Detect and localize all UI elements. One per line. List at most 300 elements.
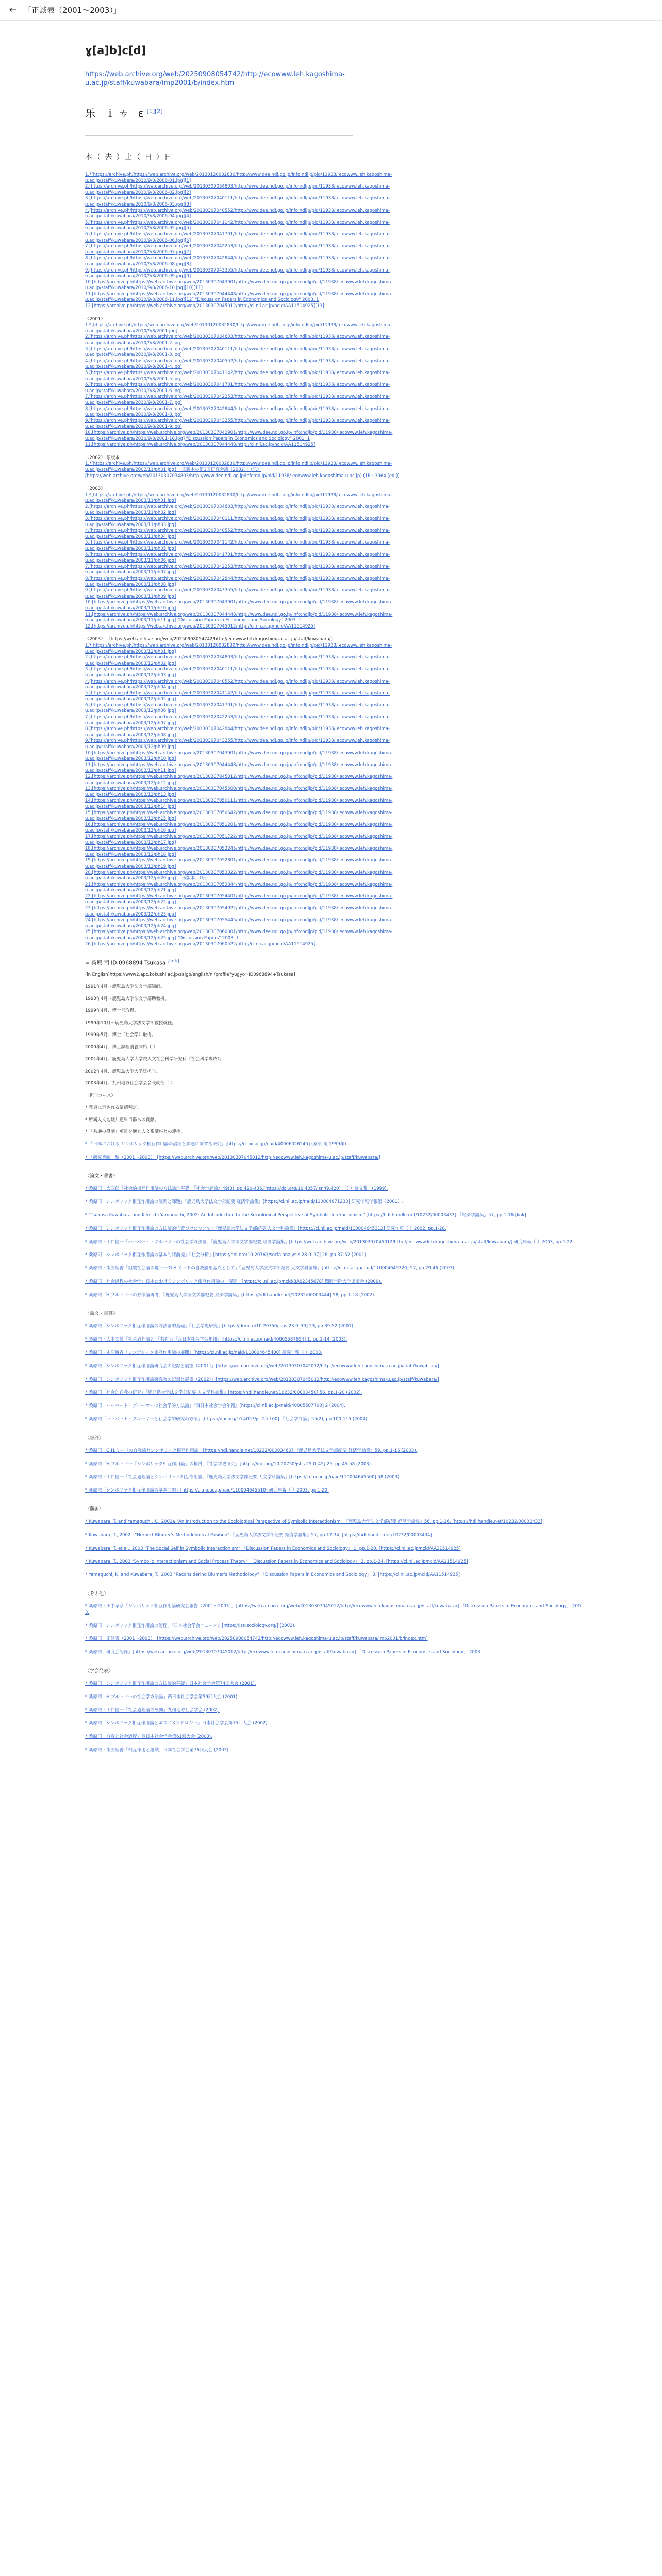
entry-link[interactable]: 12.[https://archive.ph/https://web.archive.org/web/20130307045012/http://ci.nii.ac.jp/ncid/AA11514925] bbox=[85, 623, 316, 629]
entry-line bbox=[85, 504, 585, 511]
reference-link[interactable]: * 桑原司・木原綾香「相互作用と組織」日本社会学会第76回大会 (2003). bbox=[85, 1748, 230, 1753]
reference-link[interactable]: * 桑原司「シンボリック相互作用論の基本問題」[https://ci.nii.ac.jp/naid/110004645510] 研究年報（ ）2003, pp.1-20. bbox=[85, 1488, 329, 1494]
source-link[interactable] bbox=[85, 70, 374, 88]
entry-line bbox=[85, 751, 585, 757]
entry-link[interactable]: u.ac.jp/staff/kuwabara/2003/11/ph04.jpg] bbox=[85, 534, 176, 539]
entry-line bbox=[85, 292, 585, 298]
entry-link[interactable]: u.ac.jp/staff/kuwabara/2003/12/ph05.jpg] bbox=[85, 697, 176, 702]
entry-link[interactable]: u.ac.jp/staff/kuwabara/2003/12/ph04.jpg] bbox=[85, 685, 176, 690]
entry-link[interactable]: u.ac.jp/staff/kuwabara/2003/12/ph23.jpg] bbox=[85, 911, 176, 917]
entry-line bbox=[85, 840, 585, 846]
plain-line: 1993年4月〜鹿児島大学法文学部助教授。 bbox=[85, 996, 170, 1002]
ref-group-heading: 〈論文・書評〉 bbox=[85, 1311, 118, 1317]
entry-link[interactable]: u.ac.jp/staff/kuwabara/2010/9/8/2006-05.jpg][5] bbox=[85, 226, 191, 231]
entry-link[interactable]: 4.[https://archive.ph/https://web.archive.org/web/20130307040552/http://www.dee.ndl.go.jp/info:ndljp/pid/11938/ ecowww.leh.kagoshima- bbox=[85, 358, 390, 364]
entry-link[interactable]: 4.[https://archive.ph/https://web.archive.org/web/20130307040552/http://www.dee.ndl.go.jp/info:ndljp/pid/11938/ ecowww.leh.kagoshima- bbox=[85, 528, 390, 534]
entry-line bbox=[85, 196, 585, 202]
entry-link[interactable]: u.ac.jp/staff/kuwabara/2003/12/ph21.jpg] bbox=[85, 888, 176, 893]
entry-line bbox=[85, 618, 585, 624]
entry-line bbox=[85, 588, 585, 594]
entry-link[interactable]: u.ac.jp/staff/kuwabara/2003/12/ph10.jpg] bbox=[85, 756, 176, 762]
reference-link[interactable]: * 桑原司「研究会記録」[https://web.archive.org/web/20130307045012/http://ecowww.leh.kagoshima-u.ac.jp/staff/kuwabara/] 「Discussion Papers in Economics and Sociology」 2003. bbox=[85, 1650, 482, 1655]
plain-line: * 「共通の役割」項目を通じ人文系講座との連携。 bbox=[85, 1129, 185, 1135]
entry-link[interactable]: u.ac.jp/staff/kuwabara/2010/9/8/2001-5.jpg] bbox=[85, 376, 182, 382]
reference-link[interactable]: * 桑原司・山口健一「社会過程論とシンボリック相互作用論」『鹿児島大学法文学部紀要 人文学科論集』[https://ci.nii.ac.jp/naid/110004645500] 58 (2003). bbox=[85, 1475, 401, 1480]
entry-line bbox=[85, 297, 585, 303]
entry-link[interactable]: u.ac.jp/staff/kuwabara/2003/12/ph01.jpg] bbox=[85, 649, 176, 654]
entry-block bbox=[85, 172, 585, 310]
reference-item bbox=[85, 1155, 585, 1161]
reference-link[interactable]: * 桑原司・大中文博「社会過程論と 「共有」」『西日本社会学会年報』[https://ci.nii.ac.jp/naid/40005587654] 1, pp.1-14 (2003). bbox=[85, 1337, 347, 1343]
entry-link[interactable]: u.ac.jp/staff/kuwabara/2003/12/ph20.jpg] 「乐版本」（乐） bbox=[85, 876, 210, 882]
entry-link[interactable]: 5.[https://archive.ph/https://web.archive.org/web/20130307041142/http://www.dee.ndl.go.jp/info:ndljp/pid/11938/ ecowww.leh.kagoshima- bbox=[85, 540, 390, 546]
entry-line bbox=[85, 733, 585, 739]
reference-item bbox=[85, 1623, 585, 1630]
entry-link[interactable]: 3.[https://archive.ph/https://web.archive.org/web/20130307040111/http://www.dee.ndl.go.jp/info:ndljp/pid/11938/ ecowww.leh.kagoshima- bbox=[85, 516, 390, 522]
plain-line: * 所属人文地域共通科目群への貢献。 bbox=[85, 1117, 159, 1123]
entry-line bbox=[85, 715, 585, 721]
reference-item bbox=[85, 1519, 585, 1526]
entry-link[interactable]: 8.[https://archive.ph/https://web.archive.org/web/20130307042844/http://www.dee.ndl.go.jp/info:ndljp/pid/11938/ ecowww.leh.kagoshima- bbox=[85, 576, 390, 581]
entry-link[interactable]: u.ac.jp/staff/kuwabara/2003/12/ph03.jpg] bbox=[85, 672, 176, 678]
reference-item bbox=[85, 1390, 585, 1396]
entry-line bbox=[85, 661, 585, 667]
block-title: 〈2001〉 bbox=[85, 316, 105, 322]
entry-link[interactable]: u.ac.jp/staff/kuwabara/2010/9/8/2006-11.jpg][12] "Discussion Papers in Economics and Sociology" 2003. 1 bbox=[85, 297, 319, 303]
entry-link[interactable]: 22.[https://archive.ph/https://web.archive.org/web/20130307054401/http://www.dee.ndl.go.jp/info:ndljp/pid/11938/ ecowww.leh.kagoshima- bbox=[85, 893, 393, 899]
entry-line bbox=[85, 643, 585, 649]
entry-link[interactable]: u.ac.jp/staff/kuwabara/2010/9/8/2006-06.jpg][6] bbox=[85, 238, 191, 243]
entry-link[interactable]: 8.[https://archive.ph/https://web.archive.org/web/20130307042844/http://www.dee.ndl.go.jp/info:ndljp/pid/11938/ ecowww.leh.kagoshima- bbox=[85, 726, 390, 732]
entry-link[interactable]: u.ac.jp/staff/kuwabara/2003/12/ph06.jpg] bbox=[85, 708, 176, 714]
block-title: 〈2002〉 乐版本 bbox=[85, 455, 120, 461]
reference-item bbox=[85, 1462, 585, 1468]
entry-link[interactable]: u.ac.jp/staff/kuwabara/2003/12/ph13.jpg] bbox=[85, 792, 176, 798]
entry-link[interactable]: 5.[https://archive.ph/https://web.archive.org/web/20130307041142/http://www.dee.ndl.go.jp/info:ndljp/pid/11938/ ecowww.leh.kagoshima- bbox=[85, 370, 390, 376]
reference-item bbox=[85, 1403, 585, 1410]
reference-link[interactable]: * 「日本における シンボリック相互作用論の展開と課題に関する研究」[https://ci.nii.ac.jp/naid/40006026245] (桑原 司,1999年) bbox=[85, 1141, 346, 1147]
entry-link[interactable]: u.ac.jp/staff/kuwabara/2010/9/8/2001-3.jpg] bbox=[85, 352, 182, 358]
entry-line bbox=[85, 822, 585, 828]
entry-link[interactable]: 11.[https://archive.ph/https://web.archive.org/web/20130307044448/http://www.dee.ndl.go.jp/info:ndljp/pid/11938/ ecowww.leh.kagoshima- bbox=[85, 612, 393, 617]
entry-link[interactable]: 11.[https://archive.ph/https://web.archive.org/web/20130307044448/http://www.dee.ndl.go.jp/info:ndljp/pid/11938/ ecowww.leh.kagoshima- bbox=[85, 291, 393, 297]
entry-line bbox=[85, 816, 585, 822]
entry-line bbox=[85, 510, 585, 516]
entry-line bbox=[85, 359, 585, 365]
ref-group-heading: 〈翻訳〉 bbox=[85, 1507, 104, 1513]
entry-link[interactable]: u.ac.jp/staff/kuwabara/2010/9/8/2006-04.jpg][4] bbox=[85, 214, 191, 219]
entry-line bbox=[85, 828, 585, 834]
reference-item bbox=[85, 1475, 585, 1481]
plain-line: 1991年4月〜鹿児島大学法文学部講師。 bbox=[85, 984, 165, 990]
entry-line bbox=[85, 430, 585, 436]
entry-link[interactable]: 15.[https://archive.ph/https://web.archive.org/web/20130307050642/http://www.dee.ndl.go.jp/info:ndljp/pid/11938/ ecowww.leh.kagoshima- bbox=[85, 810, 393, 816]
entry-line bbox=[85, 738, 585, 744]
entry-line bbox=[85, 804, 585, 810]
entry-link[interactable]: u.ac.jp/staff/kuwabara/2003/11/ph02.jpg] bbox=[85, 510, 176, 516]
entry-line bbox=[85, 762, 585, 769]
entry-link[interactable]: u.ac.jp/staff/kuwabara/2003/12/ph11.jpg] bbox=[85, 768, 176, 774]
entry-link[interactable]: 2.[https://archive.ph/https://web.archive.org/web/20130307034803/http://www.dee.ndl.go.jp/info:ndljp/pid/11938/ ecowww.leh.kagoshima- bbox=[85, 334, 390, 340]
entry-link[interactable]: u.ac.jp/staff/kuwabara/2003/12/ph19.jpg] bbox=[85, 863, 176, 869]
top-bar bbox=[0, 0, 662, 21]
reference-link[interactable]: * 桑原司「社会的自我の研究」『鹿児島大学法文学部紀要 人文学科論集』[https://hdl.handle.net/10232/00003450] 56, pp.1-20 (2002). bbox=[85, 1390, 362, 1396]
entry-line bbox=[85, 208, 585, 214]
entry-link[interactable]: u.ac.jp/staff/kuwabara/2003/11/ph07.jpg] bbox=[85, 570, 176, 575]
entry-line bbox=[85, 256, 585, 262]
reference-link[interactable]: * 桑原司「正談表（2001〜2003）」[https://web.archive.org/web/20250908054742/http://ecowww.leh.kagoshima-u.ac.jp/staff/kuwabara/imp2001/b/index.htm] bbox=[85, 1636, 428, 1642]
plain-line: 2003年4月、九州地方社会学会会長就任（ ） bbox=[85, 1081, 175, 1087]
plain-line: 1999年4月、博士号取得。 bbox=[85, 1008, 139, 1014]
reference-item bbox=[85, 1546, 585, 1552]
entry-line bbox=[85, 918, 585, 924]
entry-link[interactable]: 8.[https://archive.ph/https://web.archive.org/web/20130307042844/http://www.dee.ndl.go.jp/info:ndljp/pid/11938/ ecowww.leh.kagoshima- bbox=[85, 406, 390, 412]
entry-link[interactable]: u.ac.jp/staff/kuwabara/2003/11/ph06.jpg] bbox=[85, 558, 176, 564]
entry-line bbox=[85, 564, 585, 570]
entry-link[interactable]: u.ac.jp/staff/kuwabara/2010/9/8/2001-6.jpg] bbox=[85, 388, 182, 394]
entry-link[interactable]: u.ac.jp/staff/kuwabara/2003/11/ph08.jpg] bbox=[85, 582, 176, 587]
entry-link[interactable]: u.ac.jp/staff/kuwabara/2003/11/ph01.jpg] bbox=[85, 498, 176, 504]
entry-line bbox=[85, 649, 585, 655]
entry-line bbox=[85, 268, 585, 274]
entry-link[interactable]: 10.[https://archive.ph/https://web.archive.org/web/20130307043901/http://www.dee.ndl.go.jp/info:ndljp/pid/11938/ ecowww.leh.kagoshima- bbox=[85, 750, 393, 756]
entry-link[interactable]: u.ac.jp/staff/kuwabara/2003/12/ph07.jpg] bbox=[85, 720, 176, 726]
entry-link[interactable]: u.ac.jp/staff/kuwabara/2010/9/8/2006-01.jpg][1] bbox=[85, 178, 191, 183]
entry-link[interactable]: 8.[https://archive.ph/https://web.archive.org/web/20130307042844/http://www.dee.ndl.go.jp/info:ndljp/pid/11938/ ecowww.leh.kagoshima- bbox=[85, 256, 390, 261]
entry-link[interactable]: u.ac.jp/staff/kuwabara/2010/9/8/2006-10.jpg][10][11] bbox=[85, 285, 203, 291]
entry-link[interactable]: 6.[https://archive.ph/https://web.archive.org/web/20130307041701/http://www.dee.ndl.go.jp/info:ndljp/pid/11938/ ecowww.leh.kagoshima- bbox=[85, 382, 390, 388]
entry-link[interactable]: u.ac.jp/staff/kuwabara/2010/9/8/2006-02.jpg][2] bbox=[85, 190, 191, 195]
entry-link[interactable]: 3.[https://archive.ph/https://web.archive.org/web/20130307040111/http://www.dee.ndl.go.jp/info:ndljp/pid/11938/ ecowww.leh.kagoshima- bbox=[85, 667, 390, 672]
entry-link[interactable]: 10.[https://archive.ph/https://web.archive.org/web/20130307043901/http://www.dee.ndl.go.jp/info:ndljp/pid/11938/ ecowww.leh.kagoshima- bbox=[85, 279, 393, 285]
reference-item bbox=[85, 1650, 585, 1656]
entry-line bbox=[85, 882, 585, 888]
reference-item bbox=[85, 1293, 585, 1299]
entry-line bbox=[85, 244, 585, 250]
entry-line bbox=[85, 280, 585, 286]
ref-group-heading: 〈論文・著書〉 bbox=[85, 1174, 118, 1179]
reference-item bbox=[85, 1240, 585, 1246]
reference-link[interactable]: * 桑原司・田中孝彦「シンボリック相互作用論研究会報告（2001〜2003）」[https://web.archive.org/web/20130307045012/http://ecowww.leh.kagoshima-u.ac.jp/staff/kuwabara/] 「Discussion Papers in Economics and Sociology」 2003. bbox=[85, 1604, 581, 1615]
entry-link[interactable]: u.ac.jp/staff/kuwabara/2003/11/ph05.jpg] bbox=[85, 546, 176, 552]
entry-line bbox=[85, 377, 585, 383]
entry-line bbox=[85, 582, 585, 588]
entry-link[interactable]: 2.[https://archive.ph/https://web.archive.org/web/20130307034803/http://www.dee.ndl.go.jp/info:ndljp/pid/11938/ ecowww.leh.kagoshima- bbox=[85, 184, 390, 190]
author-note-text: = 桑原 司 ID:0968894 Tsukasa bbox=[85, 960, 166, 967]
entry-line bbox=[85, 594, 585, 600]
reference-link[interactable]: * 桑原司「シンボリック相互作用論の方法論的基礎」日本社会学会第74回大会 (2001). bbox=[85, 1681, 256, 1687]
reference-item bbox=[85, 1266, 585, 1272]
reference-link[interactable]: * 桑原司「シンボリック相互作用論の基本的諸前提」『社会分析』[https://doi.org/10.20763/socialanalysis.28.0_37] 28, pp.37-52 (2001). bbox=[85, 1252, 368, 1258]
entry-line bbox=[85, 347, 585, 353]
entry-link[interactable]: u.ac.jp/staff/kuwabara/2003/12/ph25.jpg] "Discussion Papers" 2003. 1 bbox=[85, 936, 239, 941]
entry-line bbox=[85, 834, 585, 840]
entry-line bbox=[85, 894, 585, 900]
entry-line bbox=[85, 942, 585, 948]
entry-link[interactable]: 17.[https://archive.ph/https://web.archive.org/web/20130307051722/http://www.dee.ndl.go.jp/info:ndljp/pid/11938/ ecowww.leh.kagoshima- bbox=[85, 834, 393, 839]
reference-item bbox=[85, 1279, 585, 1285]
plain-line: * 教員に示される業績判定。 bbox=[85, 1105, 141, 1111]
reference-link[interactable]: * 桑原司「ハーバート・ブルーマーの社会学的方法論」『西日本社会学会年報』[https://ci.nii.ac.jp/naid/40005587700] 2 (2004). bbox=[85, 1403, 345, 1409]
entry-link[interactable]: u.ac.jp/staff/kuwabara/2003/12/ph08.jpg] bbox=[85, 732, 176, 738]
entry-link[interactable]: u.ac.jp/staff/kuwabara/2010/9/8/2006-09.jpg][9] bbox=[85, 274, 191, 279]
ref-group-heading: 〈その他〉 bbox=[85, 1591, 109, 1597]
reference-item bbox=[85, 1636, 585, 1642]
reference-item bbox=[85, 1721, 585, 1727]
reference-link[interactable]: * 桑原司「シンボリック相互作用論研究会の記録と展望（2002）」[https://web.archive.org/web/20130307045012/http://ecowww.leh.kagoshima-u.ac.jp/staff/kuwabara/] bbox=[85, 1377, 439, 1382]
entry-link[interactable]: 2.[https://archive.ph/https://web.archive.org/web/20130307034803/http://www.dee.ndl.go.jp/info:ndljp/pid/11938/ ecowww.leh.kagoshima- bbox=[85, 504, 390, 510]
entry-link[interactable]: 1.*[https://archive.ph/https://web.archive.org/web/20130120032830/http://www.dee.ndl.go.jp/info:ndljp/pid/11938/ ecowww.leh.kagoshima- bbox=[85, 461, 392, 467]
entry-link[interactable]: 13.[https://archive.ph/https://web.archive.org/web/20130307045600/http://www.dee.ndl.go.jp/info:ndljp/pid/11938/ ecowww.leh.kagoshima- bbox=[85, 786, 393, 792]
entry-line bbox=[85, 685, 585, 691]
entry-link[interactable]: u.ac.jp/staff/kuwabara/2003/12/ph22.jpg] bbox=[85, 900, 176, 905]
main-heading-text: ɣ[a]b]c[d] bbox=[85, 44, 146, 57]
reference-item bbox=[85, 1364, 585, 1370]
entry-link[interactable]: 1.*[https://archive.ph/https://web.archive.org/web/20130120032830/http://www.dee.ndl.go.jp/info:ndljp/pid/11938/ ecowww.leh.kagoshima- bbox=[85, 642, 392, 648]
page-title: 「正談表（2001〜2003）」 bbox=[24, 6, 121, 15]
reference-link[interactable]: * 桑原司「シンボリック相互作用論の射程」『日本社会学会ニュース』[https://jss-sociology.org/] (2002). bbox=[85, 1623, 296, 1629]
entry-link[interactable]: u.ac.jp/staff/kuwabara/2003/11/ph10.jpg] bbox=[85, 605, 176, 611]
entry-link[interactable]: 9.[https://archive.ph/https://web.archive.org/web/20130307043355/http://www.dee.ndl.go.jp/info:ndljp/pid/11938/ ecowww.leh.kagoshima- bbox=[85, 588, 390, 594]
reference-link[interactable]: * 桑原司「自我と社会過程」西日本社会学会第61回大会 (2003). bbox=[85, 1734, 212, 1740]
entry-link[interactable]: 11.[https://archive.ph/https://web.archive.org/web/20130307044448/http://www.dee.ndl.go.jp/info:ndljp/pid/11938/ ecowww.leh.kagoshima- bbox=[85, 762, 393, 768]
entry-link[interactable]: 12.[https://archive.ph/https://web.archive.org/web/20130307045012/http://www.dee.ndl.go.jp/info:ndljp/pid/11938/ ecowww.leh.kagoshima- bbox=[85, 774, 393, 779]
entry-link[interactable]: u.ac.jp/staff/kuwabara/2010/9/8/2001-4.jpg] bbox=[85, 364, 182, 370]
entry-link[interactable]: 23.[https://archive.ph/https://web.archive.org/web/20130307054922/http://www.dee.ndl.go.jp/info:ndljp/pid/11938/ ecowww.leh.kagoshima- bbox=[85, 906, 393, 911]
reference-link[interactable]: * 桑原司「H.ブルーマーの方法論再考」『鹿児島大学法文学部紀要 経済学論集』[https://hdl.handle.net/10232/00003444] 58, pp.1-18 (2002). bbox=[85, 1292, 375, 1298]
entry-link[interactable]: 3.[https://archive.ph/https://web.archive.org/web/20130307040111/http://www.dee.ndl.go.jp/info:ndljp/pid/11938/ ecowww.leh.kagoshima- bbox=[85, 196, 390, 201]
entry-link[interactable]: 5.[https://archive.ph/https://web.archive.org/web/20130307041142/http://www.dee.ndl.go.jp/info:ndljp/pid/11938/ ecowww.leh.kagoshima- bbox=[85, 690, 390, 696]
entry-line bbox=[85, 924, 585, 930]
entry-link[interactable]: u.ac.jp/staff/kuwabara/2010/9/8/2001-7.jpg] bbox=[85, 400, 182, 405]
entry-line bbox=[85, 226, 585, 232]
entry-link[interactable]: 25.[https://archive.ph/https://web.archive.org/web/20130307060001/http://www.dee.ndl.go.jp/info:ndljp/pid/11938/ ecowww.leh.kagoshima- bbox=[85, 929, 393, 935]
reference-item bbox=[85, 1533, 585, 1539]
entry-line bbox=[85, 906, 585, 912]
entry-link[interactable]: u.ac.jp/staff/kuwabara/2003/11/ph09.jpg] bbox=[85, 594, 176, 599]
entry-line bbox=[85, 546, 585, 552]
entry-line bbox=[85, 323, 585, 329]
plain-line: 〈担当コース〉 bbox=[85, 1093, 116, 1098]
reference-item bbox=[85, 1213, 585, 1219]
reference-item bbox=[85, 1488, 585, 1494]
char-heading-text: 乐 ｉㄘ ɛ bbox=[85, 107, 147, 120]
entry-line bbox=[85, 232, 585, 238]
entry-line bbox=[85, 274, 585, 280]
entry-line bbox=[85, 864, 585, 870]
entry-block bbox=[85, 637, 585, 947]
entry-link[interactable]: 7.[https://archive.ph/https://web.archive.org/web/20130307042253/http://www.dee.ndl.go.jp/info:ndljp/pid/11938/ ecowww.leh.kagoshima- bbox=[85, 715, 390, 720]
entry-line bbox=[85, 570, 585, 576]
entry-line bbox=[85, 534, 585, 540]
entry-link[interactable]: 10.[https://archive.ph/https://web.archive.org/web/20130307043901/http://www.dee.ndl.go.jp/info:ndljp/pid/11938/ ecowww.leh.kagoshima- bbox=[85, 430, 393, 435]
entry-line bbox=[85, 214, 585, 220]
entry-line bbox=[85, 424, 585, 430]
entry-link[interactable]: u.ac.jp/staff/kuwabara/2003/12/ph17.jpg] bbox=[85, 840, 176, 845]
reference-link[interactable]: * "Tsukasa Kuwabara and Ken'ichi Yamaguchi, 2002: An Introduction to the Sociological Perspective of Symbolic Interactionism" [https://hdl.handle.net/10232/00003433] 『経済学論集』57, pp.1-16.[link] bbox=[85, 1212, 526, 1218]
reference-link[interactable]: * 桑原司「シンボリック相互作用論とエスノメソドロジー」日本社会学会第75回大会 (2002). bbox=[85, 1721, 269, 1726]
entry-link[interactable]: 1.*[https://archive.ph/https://web.archive.org/web/20130120032830/http://www.dee.ndl.go.jp/info:ndljp/pid/11938/ ecowww.leh.kagoshima- bbox=[85, 172, 392, 177]
entry-line bbox=[85, 781, 585, 787]
entry-link[interactable]: u.ac.jp/staff/kuwabara/2003/12/ph14.jpg] bbox=[85, 804, 176, 809]
reference-link[interactable]: * 桑原司「G.H.ミードの自我論とシンボリック相互作用論」[https://hdl.handle.net/10232/00003460] 『鹿児島大学法文学部紀要 経済学論集』59, pp.1-16 (2003). bbox=[85, 1448, 418, 1453]
entry-line bbox=[85, 418, 585, 425]
reference-link[interactable]: * 桑原司・山口健一「社会過程論の展開」九州地方社会学会 (2002). bbox=[85, 1707, 220, 1713]
entry-link[interactable]: 1.*[https://archive.ph/https://web.archive.org/web/20130120032830/http://www.dee.ndl.go.jp/info:ndljp/pid/11938/ ecowww.leh.kagoshima- bbox=[85, 323, 392, 328]
entry-link[interactable]: u.ac.jp/staff/kuwabara/2010/9/8/2006-03.jpg][3] bbox=[85, 201, 191, 207]
entry-link[interactable]: 6.[https://archive.ph/https://web.archive.org/web/20130307041701/http://www.dee.ndl.go.jp/info:ndljp/pid/11938/ ecowww.leh.kagoshima- bbox=[85, 702, 390, 708]
entry-line bbox=[85, 744, 585, 751]
entry-line bbox=[85, 388, 585, 395]
entry-line bbox=[85, 334, 585, 341]
entry-link[interactable]: u.ac.jp/staff/kuwabara/2003/12/ph02.jpg] bbox=[85, 660, 176, 666]
author-note bbox=[85, 959, 585, 967]
reference-link[interactable]: * 桑原司「シンボリック相互作用論研究会の記録と展望（2001）」[https://web.archive.org/web/20130307045012/http://ecowww.leh.kagoshima-u.ac.jp/staff/kuwabara/] bbox=[85, 1363, 439, 1369]
reference-link[interactable]: * 桑原司「シンボリック相互作用論の方法論的位置づけについて」『鹿児島大学法文学部紀要 人文学科論集』[https://ci.nii.ac.jp/naid/110004645312] 研究年報（ ）2002, pp.1-28. bbox=[85, 1226, 446, 1231]
plain-line: 1999年10月〜鹿児島大学法文学部教授就任。 bbox=[85, 1020, 176, 1026]
entry-line bbox=[85, 655, 585, 661]
entry-link[interactable]: 9.[https://archive.ph/https://web.archive.org/web/20130307043355/http://www.dee.ndl.go.jp/info:ndljp/pid/11938/ ecowww.leh.kagoshima- bbox=[85, 418, 390, 423]
source-link-line-1[interactable]: https://web.archive.org/web/20250908054742/http://ecowww.leh.kagoshima- bbox=[85, 71, 345, 78]
main-content bbox=[0, 21, 662, 1782]
reference-link[interactable]: * 桑原司「H.ブルーマーの社会学方法論」西日本社会学会第59回大会 (2001). bbox=[85, 1694, 239, 1700]
entry-link[interactable]: 4.[https://archive.ph/https://web.archive.org/web/20130307040552/http://www.dee.ndl.go.jp/info:ndljp/pid/11938/ ecowww.leh.kagoshima- bbox=[85, 208, 390, 213]
reference-item bbox=[85, 1694, 585, 1701]
entry-link[interactable]: u.ac.jp/staff/kuwabara/2003/11/ph03.jpg] bbox=[85, 522, 176, 528]
entry-line bbox=[85, 721, 585, 727]
entry-line bbox=[85, 929, 585, 936]
entry-link[interactable]: u.ac.jp/staff/kuwabara/2002/11/ph01.jpg] 「乐版本の第1回研究会議〔2002〕」（乐） bbox=[85, 467, 262, 472]
entry-link[interactable]: 7.[https://archive.ph/https://web.archive.org/web/20130307042253/http://www.dee.ndl.go.jp/info:ndljp/pid/11938/ ecowww.leh.kagoshima- bbox=[85, 394, 390, 400]
entry-link[interactable]: 16.[https://archive.ph/https://web.archive.org/web/20130307051201/http://www.dee.ndl.go.jp/info:ndljp/pid/11938/ ecowww.leh.kagoshima- bbox=[85, 822, 393, 827]
reference-link[interactable]: * Kuwabara, T. et al., 2003 "The Social Self in Symbolic Interactionism" 「Discussion Papers in Economics and Sociology」 1, pp.1-20. [https://ci.nii.ac.jp/ncid/AA11514925] bbox=[85, 1546, 461, 1551]
entry-link[interactable]: u.ac.jp/staff/kuwabara/2010/9/8/2001-10.jpg] "Discussion Papers in Economics and Sociology" 2001. 1 bbox=[85, 436, 310, 442]
entry-line bbox=[85, 238, 585, 244]
reference-link[interactable]: * 桑原司「ハーバート・ブルーマーと社会学的研究の方法」[https://doi.org/10.4057/jsr.55.100] 『社会学評論』55(2), pp.100-115 (2004). bbox=[85, 1417, 369, 1422]
entry-line bbox=[85, 697, 585, 703]
entry-link[interactable]: u.ac.jp/staff/kuwabara/2003/12/ph18.jpg] bbox=[85, 852, 176, 857]
entry-line bbox=[85, 858, 585, 864]
plain-lines bbox=[85, 972, 585, 1136]
entry-link[interactable]: u.ac.jp/staff/kuwabara/2003/12/ph24.jpg] bbox=[85, 923, 176, 929]
entry-line bbox=[85, 285, 585, 292]
entry-link[interactable]: u.ac.jp/staff/kuwabara/2003/12/ph12.jpg] bbox=[85, 780, 176, 786]
entry-link[interactable]: 4.[https://archive.ph/https://web.archive.org/web/20130307040552/http://www.dee.ndl.go.jp/info:ndljp/pid/11938/ ecowww.leh.kagoshima- bbox=[85, 679, 390, 684]
entry-link[interactable]: u.ac.jp/staff/kuwabara/2010/9/8/2006-07.jpg][7] bbox=[85, 249, 191, 255]
entry-link[interactable]: u.ac.jp/staff/kuwabara/2010/9/8/2001-2.jpg] bbox=[85, 341, 182, 346]
entry-link[interactable]: 2.[https://archive.ph/https://web.archive.org/web/20130307034803/http://www.dee.ndl.go.jp/info:ndljp/pid/11938/ ecowww.leh.kagoshima- bbox=[85, 655, 390, 660]
entry-link[interactable]: 10.[https://archive.ph/https://web.archive.org/web/20130307043901/http://www.dee.ndl.go.jp/info:ndljp/pid/11938/ ecowww.leh.kagoshima- bbox=[85, 600, 393, 605]
reference-link[interactable]: * 桑原司・木原綾香「組織社会論の地平──G.H.ミードの自我論を基点として」『鹿児島大学法文学部紀要 人文学科論集』[https://ci.nii.ac.jp/naid/110004645320] 57, pp.29-46 (2003). bbox=[85, 1266, 456, 1272]
entry-link[interactable]: u.ac.jp/staff/kuwabara/2003/12/ph16.jpg] bbox=[85, 828, 176, 834]
entry-link[interactable]: u.ac.jp/staff/kuwabara/2010/9/8/2006-08.jpg][8] bbox=[85, 261, 191, 267]
entry-link[interactable]: 7.[https://archive.ph/https://web.archive.org/web/20130307042253/http://www.dee.ndl.go.jp/info:ndljp/pid/11938/ ecowww.leh.kagoshima- bbox=[85, 564, 390, 569]
entry-link[interactable]: 7.[https://archive.ph/https://web.archive.org/web/20130307042253/http://www.dee.ndl.go.jp/info:ndljp/pid/11938/ ecowww.leh.kagoshima- bbox=[85, 244, 390, 249]
reference-link[interactable]: * Yamaguchi, K. and Kuwabara, T., 2003 "Reconsidering Blumer's Methodology" 「Discussion Papers in Economics and Sociology」 3. [https://ci.nii.ac.jp/ncid/AA11514925] bbox=[85, 1572, 460, 1578]
ref-group-heading: 〈学会発表〉 bbox=[85, 1669, 113, 1674]
entry-link[interactable]: 14.[https://archive.ph/https://web.archive.org/web/20130307050111/http://www.dee.ndl.go.jp/info:ndljp/pid/11938/ ecowww.leh.kagoshima- bbox=[85, 798, 393, 804]
reference-link[interactable]: * 桑原司「社会過程の社会学：日本におけるシンボリック相互作用論の一展開」[https://ci.nii.ac.jp/ncid/BA62345678] 関西学院大学出版会 (2006). bbox=[85, 1279, 382, 1284]
entry-link[interactable]: u.ac.jp/staff/kuwabara/2010/9/8/2001-8.jpg] bbox=[85, 412, 182, 418]
char-heading-ref[interactable]: [1][2] bbox=[146, 108, 163, 115]
entry-line bbox=[85, 341, 585, 347]
entry-line bbox=[85, 498, 585, 504]
entry-line bbox=[85, 178, 585, 184]
entry-line bbox=[85, 220, 585, 226]
block-title: 〈2003〉 〈https://web.archive.org/web/20250908054742/http://ecowww.leh.kagoshima-u.ac.jp/staff/kuwabara/〉 bbox=[85, 637, 336, 642]
entry-link[interactable]: u.ac.jp/staff/kuwabara/2003/12/ph09.jpg] bbox=[85, 744, 176, 750]
reference-item bbox=[85, 1186, 585, 1192]
reference-link[interactable]: * Kuwabara, T., 2003 "Symbolic Interactionism and Social Process Theory" 「Discussion Papers in Economics and Sociology」 2, pp.1-24. [https://ci.nii.ac.jp/ncid/AA11514925] bbox=[85, 1559, 468, 1565]
entry-link[interactable]: 12.[https://archive.ph/https://web.archive.org/web/20130307045012/http://ci.nii.ac.jp/ncid/AA11514925][13] bbox=[85, 303, 324, 309]
entry-link[interactable]: 19.[https://archive.ph/https://web.archive.org/web/20130307052801/http://www.dee.ndl.go.jp/info:ndljp/pid/11938/ ecowww.leh.kagoshima- bbox=[85, 858, 393, 863]
reference-link[interactable]: * Kuwabara, T. and Yamaguchi, K., 2002a "An Introduction to the Sociological Perspective of Symbolic Interactionism" 『鹿児島大学法文学部紀要 経済学論集』56, pp.1-16. [https://hdl.handle.net/10232/00003433] bbox=[85, 1519, 542, 1525]
char-heading bbox=[85, 105, 585, 120]
entry-link[interactable]: 24.[https://archive.ph/https://web.archive.org/web/20130307055445/http://www.dee.ndl.go.jp/info:ndljp/pid/11938/ ecowww.leh.kagoshima- bbox=[85, 918, 393, 923]
author-note-link[interactable]: [link] bbox=[167, 959, 179, 964]
entry-link[interactable]: 20.[https://archive.ph/https://web.archive.org/web/20130307053322/http://www.dee.ndl.go.jp/info:ndljp/pid/11938/ ecowww.leh.kagoshima- bbox=[85, 870, 393, 875]
entry-link[interactable]: 3.[https://archive.ph/https://web.archive.org/web/20130307040111/http://www.dee.ndl.go.jp/info:ndljp/pid/11938/ ecowww.leh.kagoshima- bbox=[85, 346, 390, 352]
back-arrow-icon[interactable]: ← bbox=[9, 5, 17, 15]
reference-link[interactable]: * 桑原司「H.ブルーマー『シンボリック相互作用論』の検討」『社会学史研究』[https://doi.org/10.20750/jshs.25.0_45] 25, pp.45-58 (2003). bbox=[85, 1461, 372, 1467]
entry-line bbox=[85, 852, 585, 858]
reference-link[interactable]: * 桑原司・木原綾香「シンボリック相互作用論の展開」[https://ci.nii.ac.jp/naid/110004645400] 研究年報（ ）2003. bbox=[85, 1350, 323, 1356]
entry-link[interactable]: 26.[https://archive.ph/https://web.archive.org/web/20130307060522/http://ci.nii.ac.jp/ncid/AA11514925] bbox=[85, 941, 316, 947]
reference-item bbox=[85, 1708, 585, 1714]
entry-line bbox=[85, 406, 585, 413]
entry-link[interactable]: [https://web.archive.org/web/20130307034803/http://www.dee.ndl.go.jp/info:ndljp/pid/11938/ ecowww.leh.kagoshima-u.ac.jp] (1B : 3964 (ed.)) bbox=[85, 473, 400, 479]
entry-line bbox=[85, 262, 585, 268]
reference-item bbox=[85, 1417, 585, 1423]
reference-link[interactable]: * Kuwabara, T., 2002b "Herbert Blumer's Methodological Position" 『鹿児島大学法文学部紀要 経済学論集』57, pp.17-34. [https://hdl.handle.net/10232/00003434] bbox=[85, 1532, 432, 1538]
entry-link[interactable]: 21.[https://archive.ph/https://web.archive.org/web/20130307053844/http://www.dee.ndl.go.jp/info:ndljp/pid/11938/ ecowww.leh.kagoshima- bbox=[85, 882, 393, 887]
entry-link[interactable]: 11.[https://archive.ph/https://web.archive.org/web/20130307044448/http://ci.nii.ac.jp/ncid/AA11514925] bbox=[85, 442, 316, 448]
entry-link[interactable]: u.ac.jp/staff/kuwabara/2010/9/8/2001.jpg] bbox=[85, 328, 178, 334]
entry-line bbox=[85, 473, 585, 480]
entry-link[interactable]: 6.[https://archive.ph/https://web.archive.org/web/20130307041701/http://www.dee.ndl.go.jp/info:ndljp/pid/11938/ ecowww.leh.kagoshima- bbox=[85, 552, 390, 557]
divider bbox=[85, 135, 353, 136]
entry-line bbox=[85, 667, 585, 673]
reference-item bbox=[85, 1252, 585, 1259]
reference-link[interactable]: * 桑原司「シンボリック相互作用論の展開と課題」『鹿児島大学法文学部紀要 経済学論集』[https://ci.nii.ac.jp/naid/110004671233] 研究年報年報第（2001）. bbox=[85, 1199, 404, 1205]
reference-link[interactable]: * 桑原司・大四郎「社会的相互作用論の方法論的基礎」『社会学評論』49(3), pp.420-436.[https://doi.org/10.4057/jsr.49.420] 「（ ）論文集」(1999). bbox=[85, 1186, 388, 1192]
entry-link[interactable]: u.ac.jp/staff/kuwabara/2003/12/ph15.jpg] bbox=[85, 816, 176, 822]
entry-link[interactable]: 5.[https://archive.ph/https://web.archive.org/web/20130307041142/http://www.dee.ndl.go.jp/info:ndljp/pid/11938/ ecowww.leh.kagoshima- bbox=[85, 219, 390, 225]
entry-line bbox=[85, 394, 585, 400]
entry-line bbox=[85, 936, 585, 942]
plain-line: (in English)https://www2.apc.kokushi.ac.jp/zaigo/english/ni/profile?yugyo=ID0968894+Tsukasa] bbox=[85, 972, 295, 977]
source-link-line-2[interactable]: u.ac.jp/staff/kuwabara/imp2001/b/index.htm bbox=[85, 79, 235, 87]
entry-link[interactable]: 1.*[https://archive.ph/https://web.archive.org/web/20130120032830/http://www.dee.ndl.go.jp/info:ndljp/pid/11938/ ecowww.leh.kagoshima- bbox=[85, 492, 392, 498]
reference-link[interactable]: * 桑原司・山口健一「ハーバート・ブルーマーの社会学方法論」『鹿児島大学法文学部紀要 経済学論集』[https://web.archive.org/web/20130307045012/http://ecowww.leh.kagoshima-u.ac.jp/staff/kuwabara/] 研究年報（ ）2003, pp.1-22. bbox=[85, 1239, 574, 1245]
reference-link[interactable]: * 「研究業績一覧（2001〜2003）」[https://web.archive.org/web/20130307045012/http://ecowww.leh.kagoshima-u.ac.jp/staff/kuwabara/] bbox=[85, 1155, 380, 1160]
entry-link[interactable]: 6.[https://archive.ph/https://web.archive.org/web/20130307041701/http://www.dee.ndl.go.jp/info:ndljp/pid/11938/ ecowww.leh.kagoshima- bbox=[85, 231, 390, 237]
entry-link[interactable]: 9.[https://archive.ph/https://web.archive.org/web/20130307043355/http://www.dee.ndl.go.jp/info:ndljp/pid/11938/ ecowww.leh.kagoshima- bbox=[85, 267, 390, 273]
entry-link[interactable]: 9.[https://archive.ph/https://web.archive.org/web/20130307043355/http://www.dee.ndl.go.jp/info:ndljp/pid/11938/ ecowww.leh.kagoshima- bbox=[85, 738, 390, 744]
entry-line bbox=[85, 708, 585, 715]
reference-item bbox=[85, 1681, 585, 1687]
entry-line bbox=[85, 888, 585, 894]
entry-line bbox=[85, 303, 585, 310]
reference-link[interactable]: * 桑原司「シンボリック相互作用論の方法論的基礎」『社会学史研究』[https://doi.org/10.20750/jshs.23.0_39] 23, pp.39-52 (2001). bbox=[85, 1324, 355, 1329]
entry-link[interactable]: u.ac.jp/staff/kuwabara/2003/11/ph11.jpg] "Discussion Papers in Economics and Sociology" 2003. 1 bbox=[85, 618, 302, 623]
entry-link[interactable]: u.ac.jp/staff/kuwabara/2010/9/8/2001-9.jpg] bbox=[85, 424, 182, 430]
entry-blocks bbox=[85, 172, 585, 947]
entry-line bbox=[85, 370, 585, 377]
entry-line bbox=[85, 606, 585, 612]
reference-item bbox=[85, 1226, 585, 1232]
entry-link[interactable]: 18.[https://archive.ph/https://web.archive.org/web/20130307052245/http://www.dee.ndl.go.jp/info:ndljp/pid/11938/ ecowww.leh.kagoshima- bbox=[85, 846, 393, 852]
